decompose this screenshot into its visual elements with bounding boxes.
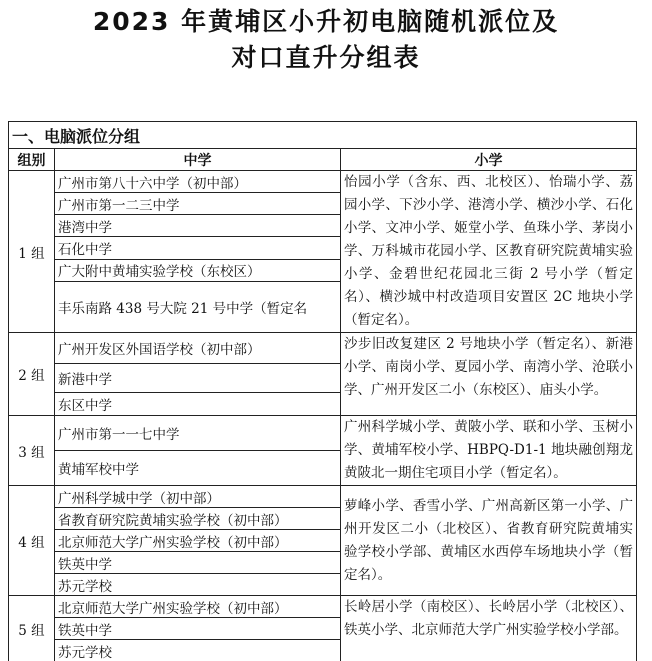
middle-school-cell: 省教育研究院黄埔实验学校（初中部） xyxy=(55,508,341,530)
middle-school-cell: 苏元学校 xyxy=(55,640,341,661)
middle-school-cell: 港湾中学 xyxy=(55,215,341,237)
primary-schools-cell: 萝峰小学、香雪小学、广州高新区第一小学、广州开发区二小（北校区）、省教育研究院黄埔实验学校小学部、黄埔区水西停车场地块小学（暂定名）。 xyxy=(341,486,637,596)
middle-school-cell: 广州开发区外国语学校（初中部） xyxy=(55,333,341,364)
group-label: 1 组 xyxy=(9,171,55,333)
middle-school-cell: 广州市第一一七中学 xyxy=(55,416,341,451)
middle-school-cell: 丰乐南路 438 号大院 21 号中学（暂定名 xyxy=(55,281,341,332)
middle-school-cell: 东区中学 xyxy=(55,393,341,416)
header-group: 组别 xyxy=(9,149,55,171)
header-primary-school: 小学 xyxy=(341,149,637,171)
middle-school-cell: 黄埔军校中学 xyxy=(55,451,341,486)
group-label: 4 组 xyxy=(9,486,55,596)
section-title: 一、电脑派位分组 xyxy=(9,122,637,149)
primary-schools-cell: 长岭居小学（南校区）、长岭居小学（北校区）、铁英小学、北京师范大学广州实验学校小学部。 xyxy=(341,596,637,661)
middle-school-cell: 铁英中学 xyxy=(55,552,341,574)
middle-school-cell: 北京师范大学广州实验学校（初中部） xyxy=(55,530,341,552)
middle-school-cell: 广大附中黄埔实验学校（东校区） xyxy=(55,259,341,281)
primary-schools-cell: 怡园小学（含东、西、北校区）、怡瑞小学、荔园小学、下沙小学、港湾小学、横沙小学、石化小学、文冲小学、姬堂小学、鱼珠小学、茅岗小学、万科城市花园小学、区教育研究院黄埔实验小学、金碧世纪花园北三街 2 号小学（暂定名）、横沙城中村改造项目安置区 2C 地块小学（暂定名）。 xyxy=(341,171,637,333)
header-middle-school: 中学 xyxy=(55,149,341,171)
middle-school-cell: 石化中学 xyxy=(55,237,341,259)
middle-school-cell: 广州市第八十六中学（初中部） xyxy=(55,171,341,193)
document-title-line-2: 对口直升分组表 xyxy=(0,38,652,74)
middle-school-cell: 新港中学 xyxy=(55,364,341,393)
middle-school-cell: 广州科学城中学（初中部） xyxy=(55,486,341,508)
middle-school-cell: 广州市第一二三中学 xyxy=(55,193,341,215)
middle-school-cell: 铁英中学 xyxy=(55,618,341,640)
group-label: 2 组 xyxy=(9,333,55,416)
document-title-line-1: 2023 年黄埔区小升初电脑随机派位及 xyxy=(0,2,652,38)
middle-school-cell: 北京师范大学广州实验学校（初中部） xyxy=(55,596,341,618)
grouping-table xyxy=(8,121,637,661)
primary-schools-cell: 广州科学城小学、黄陂小学、联和小学、玉树小学、黄埔军校小学、HBPQ-D1-1 地块融创翔龙黄陂北一期住宅项目小学（暂定名）。 xyxy=(341,416,637,486)
group-label: 3 组 xyxy=(9,416,55,486)
group-label: 5 组 xyxy=(9,596,55,661)
middle-school-cell: 苏元学校 xyxy=(55,574,341,596)
primary-schools-cell: 沙步旧改复建区 2 号地块小学（暂定名）、新港小学、南岗小学、夏园小学、南湾小学、沧联小学、广州开发区二小（东校区）、庙头小学。 xyxy=(341,333,637,416)
